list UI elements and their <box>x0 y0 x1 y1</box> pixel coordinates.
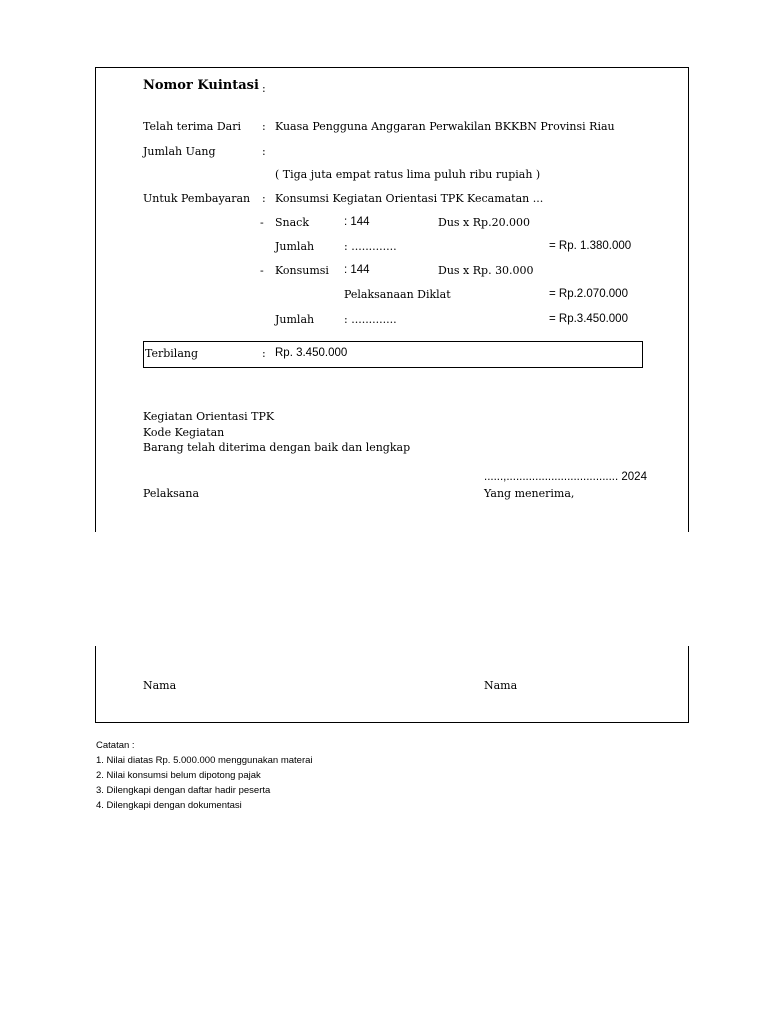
note-item: 4. Dilengkapi dengan dokumentasi <box>96 800 242 811</box>
consumption-subtotal-value: = Rp.2.070.000 <box>549 288 628 300</box>
date-line: ......,................................... 2024 <box>484 471 647 483</box>
notes-title: Catatan : <box>96 740 135 751</box>
consumption-label: Konsumsi <box>275 264 329 277</box>
receipt-number-colon: : <box>262 82 266 95</box>
recipient-label: Yang menerima, <box>484 487 575 500</box>
payment-for-label: Untuk Pembayaran <box>143 192 251 205</box>
spelled-amount-colon: : <box>262 347 266 360</box>
spelled-amount-label: Terbilang <box>145 347 199 360</box>
executor-label: Pelaksana <box>143 487 200 500</box>
grand-total-value: = Rp.3.450.000 <box>549 313 628 325</box>
received-from-label: Telah terima Dari <box>143 120 241 133</box>
spelled-amount-box <box>143 341 643 368</box>
receipt-number-label: Nomor Kuintasi <box>143 78 259 93</box>
consumption-dash: - <box>260 264 264 277</box>
received-from-colon: : <box>262 120 266 133</box>
received-from-value: Kuasa Pengguna Anggaran Perwakilan BKKBN Provinsi Riau <box>275 120 615 133</box>
recipient-name-label: Nama <box>484 679 518 692</box>
snack-dash: - <box>260 216 264 229</box>
snack-unit-price: Dus x Rp.20.000 <box>438 216 531 229</box>
executor-name-label: Nama <box>143 679 177 692</box>
training-implementation-label: Pelaksanaan Diklat <box>344 288 451 301</box>
snack-subtotal-dots: : ............. <box>344 240 397 253</box>
goods-received-statement: Barang telah diterima dengan baik dan lengkap <box>143 441 411 454</box>
grand-total-dots: : ............. <box>344 313 397 326</box>
note-item: 3. Dilengkapi dengan daftar hadir peserta <box>96 785 271 796</box>
snack-quantity: : 144 <box>344 216 370 228</box>
spelled-amount-value: Rp. 3.450.000 <box>275 347 348 359</box>
amount-label: Jumlah Uang <box>143 145 216 158</box>
receipt-frame-bottom <box>95 646 689 723</box>
note-item: 2. Nilai konsumsi belum dipotong pajak <box>96 770 261 781</box>
payment-for-colon: : <box>262 192 266 205</box>
consumption-unit-price: Dus x Rp. 30.000 <box>438 264 534 277</box>
consumption-quantity: : 144 <box>344 264 370 276</box>
activity-name: Kegiatan Orientasi TPK <box>143 410 275 423</box>
note-item: 1. Nilai diatas Rp. 5.000.000 menggunakan materai <box>96 755 313 766</box>
snack-subtotal-label: Jumlah <box>275 240 315 253</box>
activity-code: Kode Kegiatan <box>143 426 225 439</box>
snack-label: Snack <box>275 216 310 229</box>
payment-for-value: Konsumsi Kegiatan Orientasi TPK Kecamatan ... <box>275 192 544 205</box>
amount-colon: : <box>262 145 266 158</box>
grand-total-label: Jumlah <box>275 313 315 326</box>
amount-in-words: ( Tiga juta empat ratus lima puluh ribu rupiah ) <box>275 168 541 181</box>
snack-subtotal-value: = Rp. 1.380.000 <box>549 240 632 252</box>
